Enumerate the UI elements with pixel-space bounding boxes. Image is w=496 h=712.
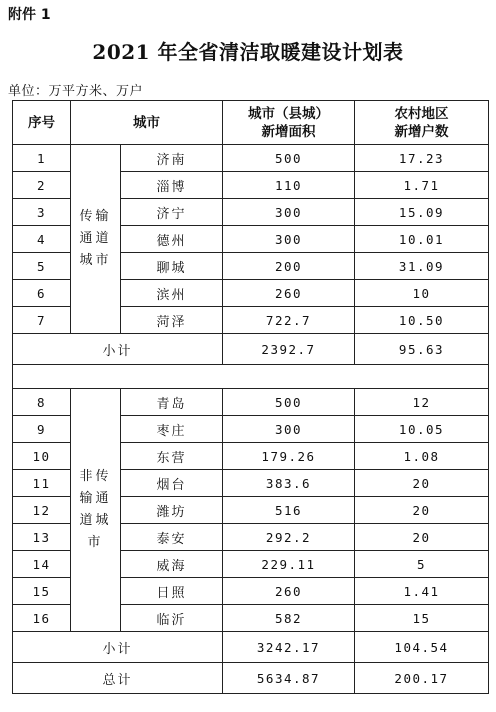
urban-area-value: 582 [223, 605, 355, 632]
city-name: 泰安 [121, 524, 223, 551]
header-urban-area [223, 101, 355, 145]
city-name: 淄博 [121, 172, 223, 199]
urban-area-value: 110 [223, 172, 355, 199]
urban-area-value: 722.7 [223, 307, 355, 334]
urban-area-value: 516 [223, 497, 355, 524]
header-urban-line2: 新增面积 [261, 123, 316, 140]
document-title: 2021 年全省清洁取暖建设计划表 [92, 40, 404, 64]
subtotal-rural: 95.63 [355, 334, 489, 365]
city-name: 聊城 [121, 253, 223, 280]
row-index: 14 [13, 551, 71, 578]
urban-area-value: 179.26 [223, 443, 355, 470]
rural-households-value: 17.23 [355, 145, 489, 172]
urban-area-value: 229.11 [223, 551, 355, 578]
group-label: 传输通道城市 [71, 145, 121, 334]
row-index: 4 [13, 226, 71, 253]
row-index: 8 [13, 389, 71, 416]
header-rural-line1: 农村地区 [394, 105, 449, 122]
city-name: 潍坊 [121, 497, 223, 524]
rural-households-value: 10 [355, 280, 489, 307]
row-index: 6 [13, 280, 71, 307]
table-row [13, 145, 489, 172]
city-name: 德州 [121, 226, 223, 253]
city-name: 威海 [121, 551, 223, 578]
subtotal-row [13, 334, 489, 365]
row-index: 12 [13, 497, 71, 524]
table-header-row [13, 101, 489, 145]
city-name: 济宁 [121, 199, 223, 226]
urban-area-value: 292.2 [223, 524, 355, 551]
city-name: 临沂 [121, 605, 223, 632]
subtotal-label: 小计 [13, 334, 223, 365]
row-index: 10 [13, 443, 71, 470]
city-name: 滨州 [121, 280, 223, 307]
row-index: 13 [13, 524, 71, 551]
row-index: 16 [13, 605, 71, 632]
rural-households-value: 31.09 [355, 253, 489, 280]
rural-households-value: 15.09 [355, 199, 489, 226]
unit-note: 单位：万平方米、万户 [8, 84, 144, 99]
city-name: 济南 [121, 145, 223, 172]
blank-cell [13, 365, 489, 389]
subtotal-rural: 104.54 [355, 632, 489, 663]
group-label: 非传输通道城市 [71, 389, 121, 632]
rural-households-value: 10.05 [355, 416, 489, 443]
row-index: 5 [13, 253, 71, 280]
row-index: 7 [13, 307, 71, 334]
header-rural-line2: 新增户数 [394, 123, 449, 140]
total-row [13, 663, 489, 694]
rural-households-value: 20 [355, 497, 489, 524]
city-name: 烟台 [121, 470, 223, 497]
urban-area-value: 300 [223, 416, 355, 443]
subtotal-row [13, 632, 489, 663]
rural-households-value: 1.71 [355, 172, 489, 199]
attachment-label: 附件 1 [8, 7, 51, 23]
table-body [13, 145, 489, 694]
city-name: 东营 [121, 443, 223, 470]
plan-table [12, 100, 489, 694]
row-index: 15 [13, 578, 71, 605]
row-index: 9 [13, 416, 71, 443]
total-rural: 200.17 [355, 663, 489, 694]
header-city: 城市 [71, 101, 223, 145]
rural-households-value: 1.08 [355, 443, 489, 470]
urban-area-value: 260 [223, 578, 355, 605]
city-name: 日照 [121, 578, 223, 605]
table-row [13, 389, 489, 416]
row-index: 3 [13, 199, 71, 226]
row-index: 2 [13, 172, 71, 199]
rural-households-value: 10.50 [355, 307, 489, 334]
rural-households-value: 12 [355, 389, 489, 416]
rural-households-value: 15 [355, 605, 489, 632]
city-name: 枣庄 [121, 416, 223, 443]
urban-area-value: 300 [223, 226, 355, 253]
subtotal-label: 小计 [13, 632, 223, 663]
header-index: 序号 [13, 101, 71, 145]
row-index: 11 [13, 470, 71, 497]
urban-area-value: 300 [223, 199, 355, 226]
row-index: 1 [13, 145, 71, 172]
rural-households-value: 1.41 [355, 578, 489, 605]
urban-area-value: 500 [223, 389, 355, 416]
rural-households-value: 10.01 [355, 226, 489, 253]
header-urban-line1: 城市（县城） [248, 105, 329, 122]
urban-area-value: 383.6 [223, 470, 355, 497]
total-urban: 5634.87 [223, 663, 355, 694]
rural-households-value: 20 [355, 524, 489, 551]
urban-area-value: 200 [223, 253, 355, 280]
city-name: 青岛 [121, 389, 223, 416]
urban-area-value: 500 [223, 145, 355, 172]
urban-area-value: 260 [223, 280, 355, 307]
header-rural-households [355, 101, 489, 145]
rural-households-value: 5 [355, 551, 489, 578]
total-label: 总计 [13, 663, 223, 694]
subtotal-urban: 3242.17 [223, 632, 355, 663]
blank-separator-row [13, 365, 489, 389]
city-name: 菏泽 [121, 307, 223, 334]
rural-households-value: 20 [355, 470, 489, 497]
subtotal-urban: 2392.7 [223, 334, 355, 365]
